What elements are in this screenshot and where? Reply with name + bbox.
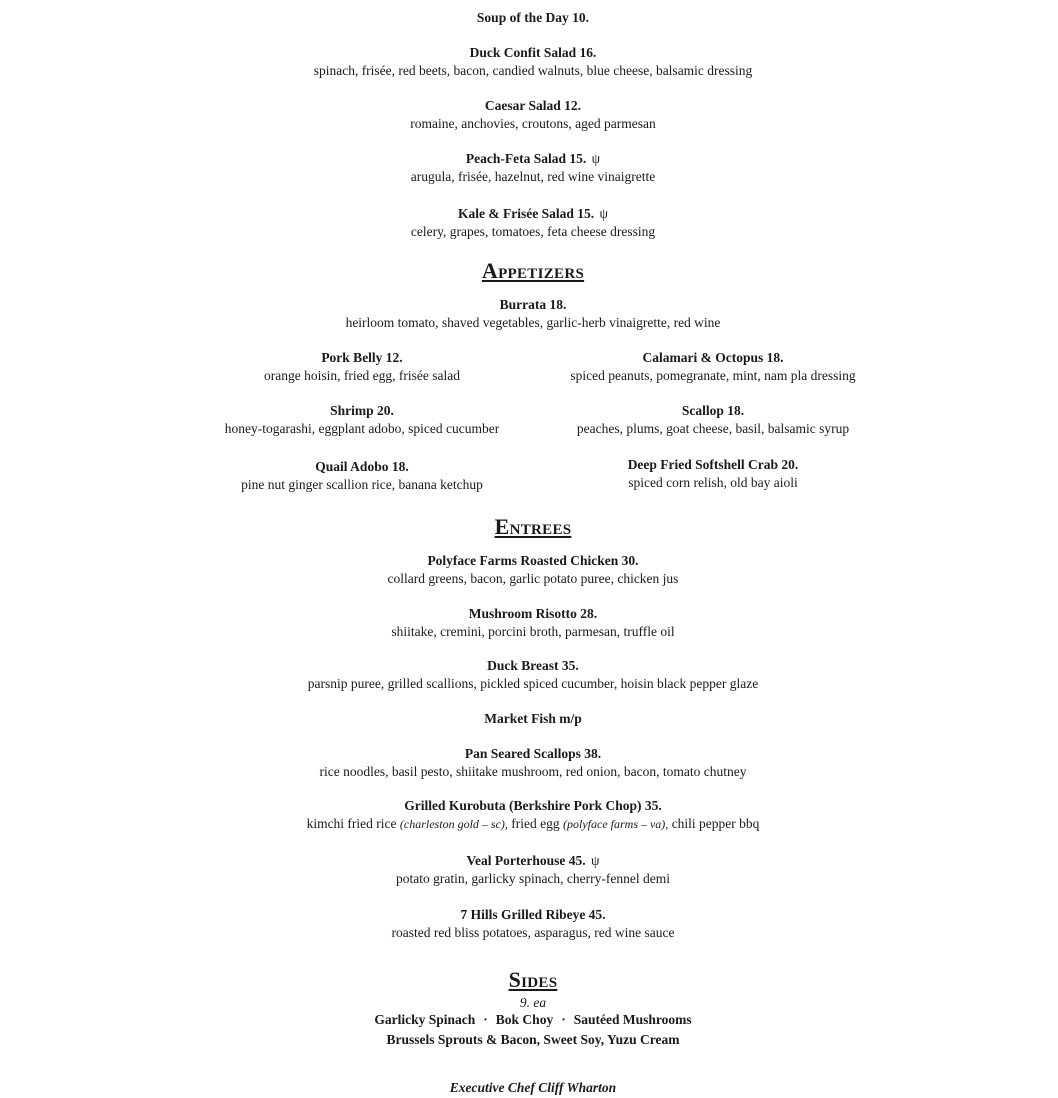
side-sauteed-mushrooms: Sautéed Mushrooms (573, 1012, 692, 1027)
menu-item-kale-frisee-salad (0, 205, 1058, 241)
desc-part: chili pepper bbq (668, 816, 760, 831)
vegetarian-icon: ψ (591, 853, 600, 868)
executive-chef-credit: Executive Chef Cliff Wharton (449, 1080, 617, 1095)
menu-item-quail-adobo (162, 458, 562, 494)
menu-item-calamari-octopus (513, 349, 913, 385)
section-heading-appetizers: Appetizers (481, 258, 585, 283)
item-description: romaine, anchovies, croutons, aged parmesan (410, 116, 656, 131)
item-name: Pan Seared Scallops 38. (464, 746, 602, 761)
sides-list-primary (0, 1011, 1058, 1029)
item-name: Scallop 18. (681, 403, 745, 418)
item-description: shiitake, cremini, porcini broth, parmesan, truffle oil (391, 624, 675, 639)
item-name: Calamari & Octopus 18. (642, 350, 784, 365)
menu-item-market-fish (0, 710, 1058, 728)
item-description: spiced peanuts, pomegranate, mint, nam pla dressing (570, 368, 856, 383)
sides-list-secondary: Brussels Sprouts & Bacon, Sweet Soy, Yuzu Cream (386, 1032, 680, 1047)
item-name: Peach-Feta Salad 15. (465, 151, 587, 166)
separator-dot: · (561, 1012, 566, 1027)
item-name-row (0, 852, 1058, 870)
item-description: roasted red bliss potatoes, asparagus, red wine sauce (391, 925, 675, 940)
item-name: Pork Belly 12. (321, 350, 403, 365)
menu-item-shrimp (162, 402, 562, 438)
item-description: parsnip puree, grilled scallions, pickled spiced cucumber, hoisin black pepper glaze (307, 676, 759, 691)
menu-item-softshell-crab (513, 456, 913, 492)
menu-item-soup (0, 9, 1058, 27)
item-name-row (0, 205, 1058, 223)
menu-item-veal-porterhouse (0, 852, 1058, 888)
item-description: heirloom tomato, shaved vegetables, garlic-herb vinaigrette, red wine (345, 315, 721, 330)
section-heading-entrees: Entrees (494, 514, 572, 539)
item-description: celery, grapes, tomatoes, feta cheese dressing (410, 224, 656, 239)
menu-item-mushroom-risotto (0, 605, 1058, 641)
item-description: potato gratin, garlicky spinach, cherry-fennel demi (395, 871, 671, 886)
separator-dot: · (483, 1012, 488, 1027)
menu-item-duck-confit-salad (0, 44, 1058, 80)
item-name: Burrata 18. (499, 297, 567, 312)
item-name: Veal Porterhouse 45. (466, 853, 586, 868)
item-name: Deep Fried Softshell Crab 20. (627, 457, 799, 472)
menu-item-caesar-salad (0, 97, 1058, 133)
item-description: spiced corn relish, old bay aioli (628, 475, 798, 490)
desc-part: kimchi fried rice (306, 816, 400, 831)
menu-item-kurobuta-pork-chop (0, 797, 1058, 833)
vegetarian-icon: ψ (599, 206, 608, 221)
item-name: Mushroom Risotto 28. (468, 606, 598, 621)
item-description: arugula, frisée, hazelnut, red wine vinaigrette (410, 169, 656, 184)
item-description: spinach, frisée, red beets, bacon, candied walnuts, blue cheese, balsamic dressing (313, 63, 753, 78)
item-name: Market Fish m/p (484, 711, 582, 726)
item-name: Duck Breast 35. (487, 658, 579, 673)
menu-item-ribeye (0, 906, 1058, 942)
section-heading-sides: Sides (508, 967, 558, 992)
item-description: peaches, plums, goat cheese, basil, balsamic syrup (576, 421, 850, 436)
side-bok-choy: Bok Choy (495, 1012, 554, 1027)
item-description: collard greens, bacon, garlic potato puree, chicken jus (387, 571, 679, 586)
item-name: Polyface Farms Roasted Chicken 30. (427, 553, 639, 568)
item-name: Caesar Salad 12. (484, 98, 582, 113)
item-name: Duck Confit Salad 16. (469, 45, 597, 60)
desc-part: fried egg (507, 816, 563, 831)
item-name: Grilled Kurobuta (Berkshire Pork Chop) 35. (404, 798, 662, 813)
item-description: orange hoisin, fried egg, frisée salad (263, 368, 461, 383)
item-name: Quail Adobo 18. (315, 459, 409, 474)
menu-item-roasted-chicken (0, 552, 1058, 588)
item-description: honey-togarashi, eggplant adobo, spiced cucumber (224, 421, 500, 436)
menu-item-peach-feta-salad (0, 150, 1058, 186)
menu-item-scallop (513, 402, 913, 438)
sourcing-note: (polyface farms – va), (563, 817, 669, 831)
sides-price: 9. ea (519, 995, 547, 1010)
vegetarian-icon: ψ (591, 151, 601, 166)
item-name: Soup of the Day 10. (476, 10, 590, 25)
item-name-row (0, 150, 1058, 168)
menu-item-duck-breast (0, 657, 1058, 693)
item-name: Kale & Frisée Salad 15. (458, 206, 595, 221)
item-name: Shrimp 20. (330, 403, 394, 418)
sourcing-note: (charleston gold – sc), (399, 817, 508, 831)
item-description (0, 815, 1058, 833)
item-description: rice noodles, basil pesto, shiitake mushroom, red onion, bacon, tomato chutney (319, 764, 747, 779)
item-description: pine nut ginger scallion rice, banana ketchup (241, 477, 483, 492)
menu-item-pan-seared-scallops (0, 745, 1058, 781)
side-garlicky-spinach: Garlicky Spinach (374, 1012, 476, 1027)
menu-item-pork-belly (162, 349, 562, 385)
menu-item-burrata (0, 296, 1058, 332)
item-name: 7 Hills Grilled Ribeye 45. (460, 907, 606, 922)
